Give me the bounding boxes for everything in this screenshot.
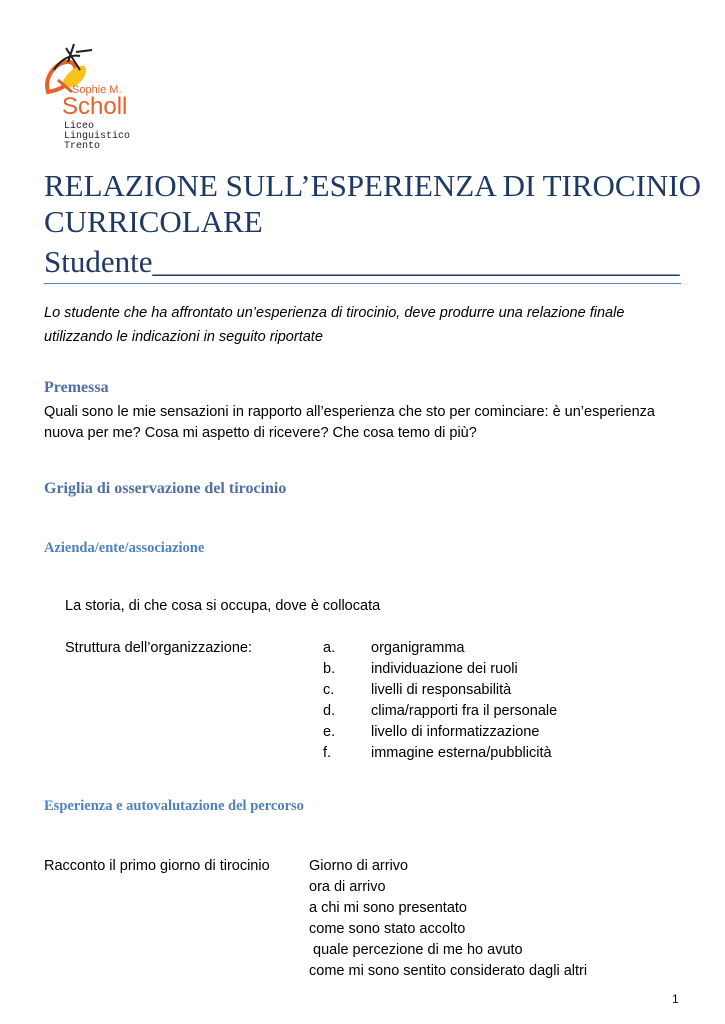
page-number: 1 [672, 992, 679, 1006]
list-item-letter: c. [323, 682, 335, 698]
list-item-text: clima/rapporti fra il personale [371, 703, 558, 719]
struttura-list [323, 638, 703, 768]
list-item-letter: e. [323, 724, 336, 740]
detail-line: quale percezione di me ho avuto [309, 942, 523, 958]
esperienza-heading: Esperienza e autovalutazione del percorso [44, 798, 304, 814]
struttura-label: Struttura dell’organizzazione: [65, 640, 252, 656]
list-item-text: livello di informatizzazione [371, 724, 540, 740]
school-logo [40, 40, 160, 160]
list-item [323, 722, 703, 743]
detail-line: come mi sono sentito considerato dagli altri [309, 963, 588, 979]
list-item-letter: a. [323, 640, 336, 656]
logo-sub-line-1: Liceo [64, 121, 95, 132]
detail-line: come sono stato accolto [309, 921, 466, 937]
detail-line: ora di arrivo [309, 879, 386, 895]
list-item [323, 680, 703, 701]
azienda-heading: Azienda/ente/associazione [44, 540, 205, 556]
logo-first-name: Sophie M. [72, 84, 122, 96]
list-item-text: livelli di responsabilità [371, 682, 512, 698]
list-item-letter: d. [323, 703, 336, 719]
racconto-details [309, 856, 689, 986]
title-divider [44, 283, 681, 284]
list-item [323, 659, 703, 680]
azienda-storia-text: La storia, di che cosa si occupa, dove è collocata [65, 598, 381, 614]
student-name-line: Studente__________________________________ [44, 244, 680, 279]
intro-text: Lo studente che ha affrontato un’esperienza di tirocinio, deve produrre una relazione finale utilizzando le indicazioni in seguito riportate [44, 305, 625, 345]
page-title-line-2: CURRICOLARE [44, 204, 263, 239]
page-title-line-1: RELAZIONE SULL’ESPERIENZA DI TIROCINIO [44, 168, 701, 203]
logo-surname: Scholl [62, 93, 128, 120]
premessa-heading: Premessa [44, 379, 109, 396]
list-item [323, 743, 703, 764]
griglia-heading: Griglia di osservazione del tirocinio [44, 480, 287, 497]
premessa-text: Quali sono le mie sensazioni in rapporto all’esperienza che sto per cominciare: è un’esperienza nuova per me? Cosa mi aspetto di ricevere? Che cosa temo di più? [44, 404, 655, 441]
list-item-text: organigramma [371, 640, 465, 656]
detail-line: Giorno di arrivo [309, 858, 409, 874]
list-item-text: immagine esterna/pubblicità [371, 745, 552, 761]
list-item-letter: f. [323, 745, 332, 761]
list-item [323, 701, 703, 722]
list-item-letter: b. [323, 661, 336, 677]
list-item [323, 638, 703, 659]
racconto-label: Racconto il primo giorno di tirocinio [44, 858, 270, 874]
logo-sub-line-2: Linguistico [64, 131, 131, 142]
logo-sub-line-3: Trento [64, 141, 101, 152]
detail-line: a chi mi sono presentato [309, 900, 467, 916]
list-item-text: individuazione dei ruoli [371, 661, 518, 677]
